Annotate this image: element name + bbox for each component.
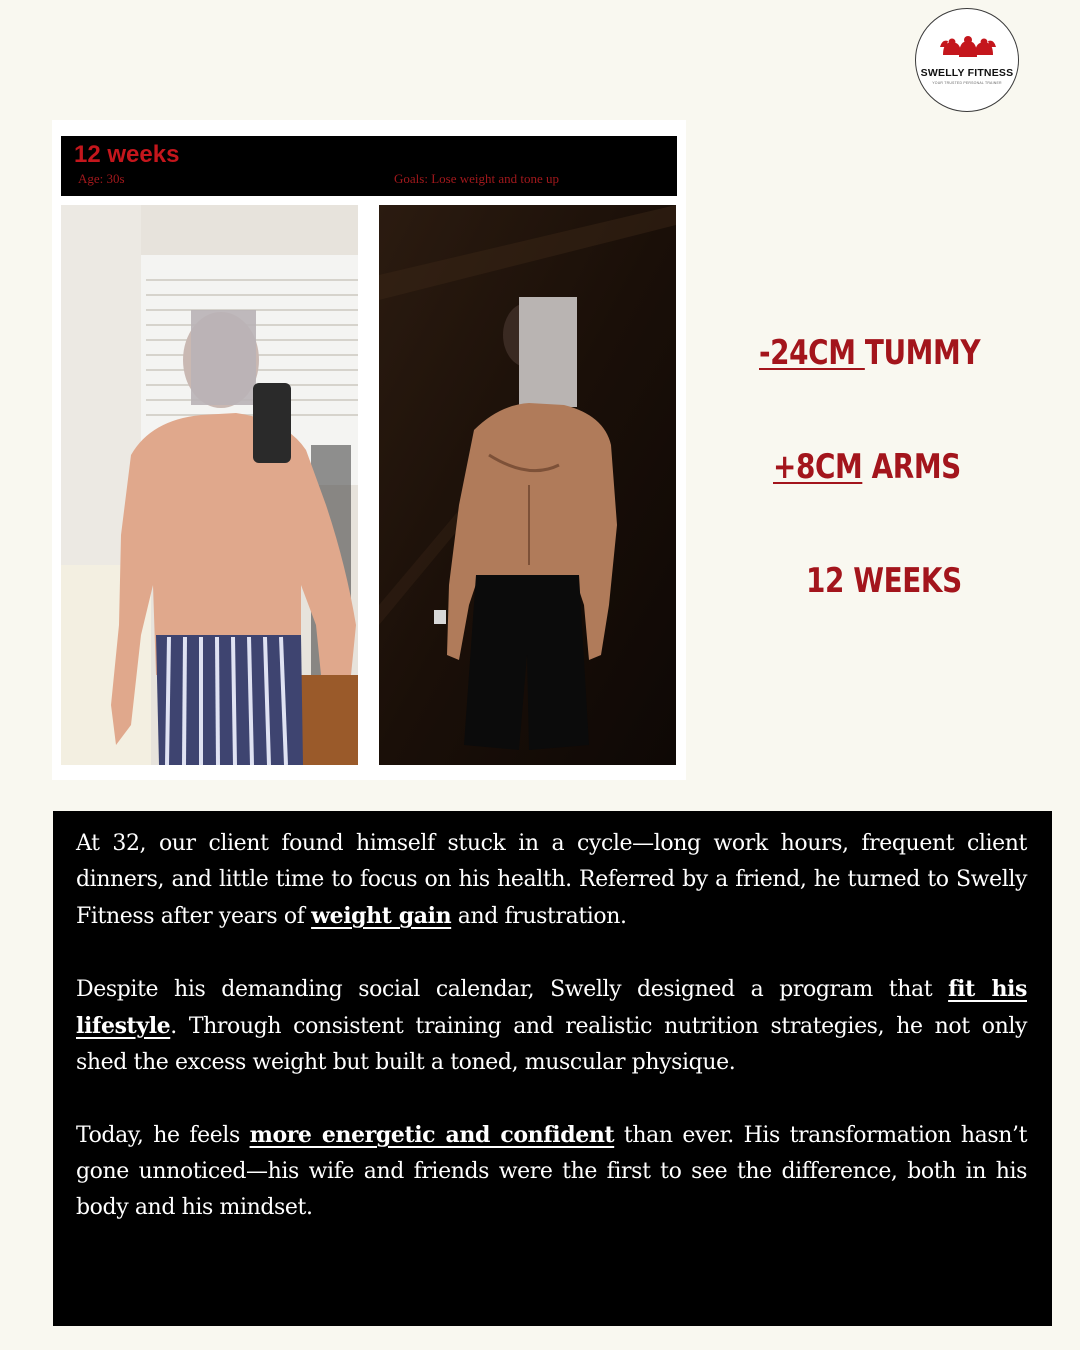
card-header bbox=[61, 136, 677, 196]
story-p1-highlight: weight gain bbox=[311, 903, 452, 929]
stat-weeks: 12 WEEKS bbox=[806, 561, 962, 601]
story-paragraph-3 bbox=[76, 1117, 1027, 1226]
stat-tummy-value: -24CM bbox=[759, 333, 865, 373]
stat-tummy-label: TUMMY bbox=[864, 333, 981, 373]
client-age: Age: 30s bbox=[78, 171, 125, 186]
story-p2-text: Despite his demanding social calendar, Swelly designed a program that bbox=[76, 977, 949, 1002]
client-goal: Goals: Lose weight and tone up bbox=[394, 171, 559, 186]
story-box bbox=[53, 811, 1052, 1326]
story-p3-text-end: than ever. His transformation hasn’t gone unnoticed—his wife and friends were the first to see the difference, both in his body and his mindset. bbox=[76, 1123, 1028, 1220]
transformation-card bbox=[52, 120, 686, 780]
flexing-arms-icon bbox=[940, 35, 996, 61]
stat-arms bbox=[773, 447, 961, 487]
stat-arms-value: +8CM bbox=[773, 447, 863, 487]
brand-logo bbox=[915, 8, 1019, 112]
brand-tagline: YOUR TRUSTED PERSONAL TRAINER bbox=[932, 81, 1002, 85]
story-p1-text: At 32, our client found himself stuck in a cycle—long work hours, frequent client dinners, and little time to focus on his health. Referred by a friend, he turned to Swelly Fitness after years of bbox=[76, 831, 1027, 929]
story-p3-highlight: more energetic and confident bbox=[249, 1122, 615, 1148]
story-p2-highlight: fit his lifestyle bbox=[76, 976, 1027, 1039]
stat-arms-label: ARMS bbox=[862, 447, 961, 487]
brand-name: SWELLY FITNESS bbox=[920, 67, 1014, 79]
card-title: 12 weeks bbox=[74, 141, 180, 168]
story-paragraph-1 bbox=[76, 826, 1027, 935]
before-photo bbox=[61, 205, 358, 765]
story-p1-text-end: and frustration. bbox=[451, 904, 627, 929]
story-p3-text: Today, he feels bbox=[76, 1123, 250, 1148]
story-p2-text-end: . Through consistent training and realistic nutrition strategies, he not only shed the excess weight but built a toned, muscular physique. bbox=[76, 1014, 1027, 1075]
after-photo bbox=[379, 205, 676, 765]
stat-tummy bbox=[759, 333, 980, 373]
story-paragraph-2 bbox=[76, 971, 1027, 1081]
